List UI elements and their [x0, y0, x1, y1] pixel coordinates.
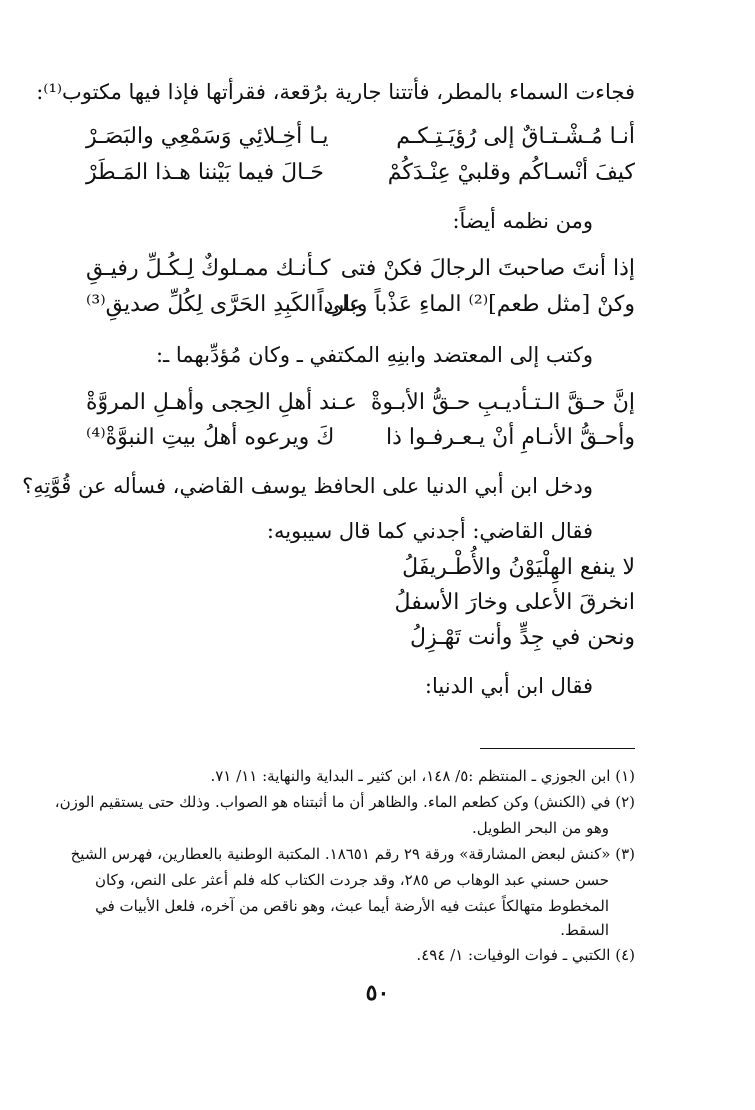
poem1-line1-left: يـا أخِـلائِي وَسَمْعِي والبَصَـرْ — [86, 124, 329, 149]
paragraph-letter-to-caliphs: وكتب إلى المعتضد وابنِهِ المكتفي ـ وكان مُؤدِّبهما ـ: — [155, 343, 593, 367]
poem3-line2-left: كَ ويرعوه أهلُ بيتِ النبوَّةْ⁽⁴⁾ — [86, 425, 335, 450]
footnote-1: (١) ابن الجوزي ـ المنتظم :٥/ ١٤٨، ابن كثير ـ البداية والنهاية: ١١/ ٧١. — [210, 767, 635, 785]
footnote-separator — [480, 748, 635, 749]
paragraph-visit-judge: ودخل ابن أبي الدنيا على الحافظ يوسف القاضي، فسأله عن قُوَّتِهِ؟ — [22, 474, 593, 498]
footnote-2: (٢) في (الكنش) وكن كطعم الماء. والظاهر أن ما أثبتناه هو الصواب. وذلك حتى يستقيم الوزن، — [54, 793, 635, 811]
poem4-line2: انخرقَ الأعلى وخارَ الأسفلُ — [394, 590, 635, 615]
paragraph-his-poetry: ومن نظمه أيضاً: — [452, 209, 593, 233]
poem3-line1-left: عـند أهلِ الحِجى وأهـلِ المروَّةْ — [86, 390, 357, 415]
poem2-line1-right: إذا أنتَ صاحبتَ الرجالَ فكنْ فتى — [340, 256, 635, 281]
paragraph-judge-reply: فقال القاضي: أجدني كما قال سيبويه: — [266, 519, 593, 543]
paragraph-rain-letter: فجاءت السماء بالمطر، فأتتنا جارية برُقعة، فقرأتها فإذا فيها مكتوب⁽¹⁾: — [36, 80, 635, 104]
footnote-3: (٣) «كنش لبعض المشارقة» ورقة ٢٩ رقم ١٨٦٥١. المكتبة الوطنية بالعطارين، فهرس الشيخ — [70, 845, 635, 863]
poem2-line2-left: على الكَبِدِ الحَرَّى لِكُلِّ صديقِ⁽³⁾ — [86, 292, 363, 317]
poem1-line2-left: حَـالَ فيما بَيْننا هـذا المَـطَرْ — [86, 160, 324, 185]
footnote-3-cont-1: حسن حسني عبد الوهاب ص ٢٨٥، وقد جردت الكتاب كله فلم أعثر على النص، وكان — [94, 871, 609, 889]
poem3-line2-right: وأحـقُّ الأنـامِ أنْ يـعـرفـوا ذا — [385, 425, 635, 450]
footnote-3-cont-3: السقط. — [560, 921, 609, 939]
footnote-4: (٤) الكتبي ـ فوات الوفيات: ١/ ٤٩٤. — [416, 946, 635, 964]
page-number: ٥٠ — [365, 980, 390, 1006]
paragraph-ibn-abi-dunya-said: فقال ابن أبي الدنيا: — [424, 674, 593, 698]
footnote-2-cont: وهو من البحر الطويل. — [472, 819, 609, 837]
poem4-line3: ونحن في جِدٍّ وأنت تَهْـزِلُ — [410, 625, 635, 650]
poem1-line2-right: كيفَ أنْسـاكُم وقلبيْ عِنْـدَكُمْ — [387, 160, 635, 185]
footnote-3-cont-2: المخطوط متهالكاً عبثت فيه الأرضة أيما عبث، وهو ناقص من آخره، فلعل الأبيات في — [95, 897, 609, 915]
poem1-line1-right: أنـا مُـشْـتـاقٌ إلى رُؤيَـتِـكـم — [396, 124, 635, 149]
poem2-line2-right: وكنْ [مثل طعم]⁽²⁾ الماءِ عَذْباً وبارداً — [317, 292, 635, 317]
poem3-line1-right: إنَّ حـقَّ الـتـأديـبِ حـقُّ الأبـوةْ — [370, 390, 635, 415]
poem4-line1: لا ينفع الهِلْيَوْنُ والأُطْـريفَلُ — [402, 555, 635, 580]
poem2-line1-left: كـأنـك ممـلوكٌ لِـكُـلِّ رفيـقِ — [86, 256, 331, 281]
